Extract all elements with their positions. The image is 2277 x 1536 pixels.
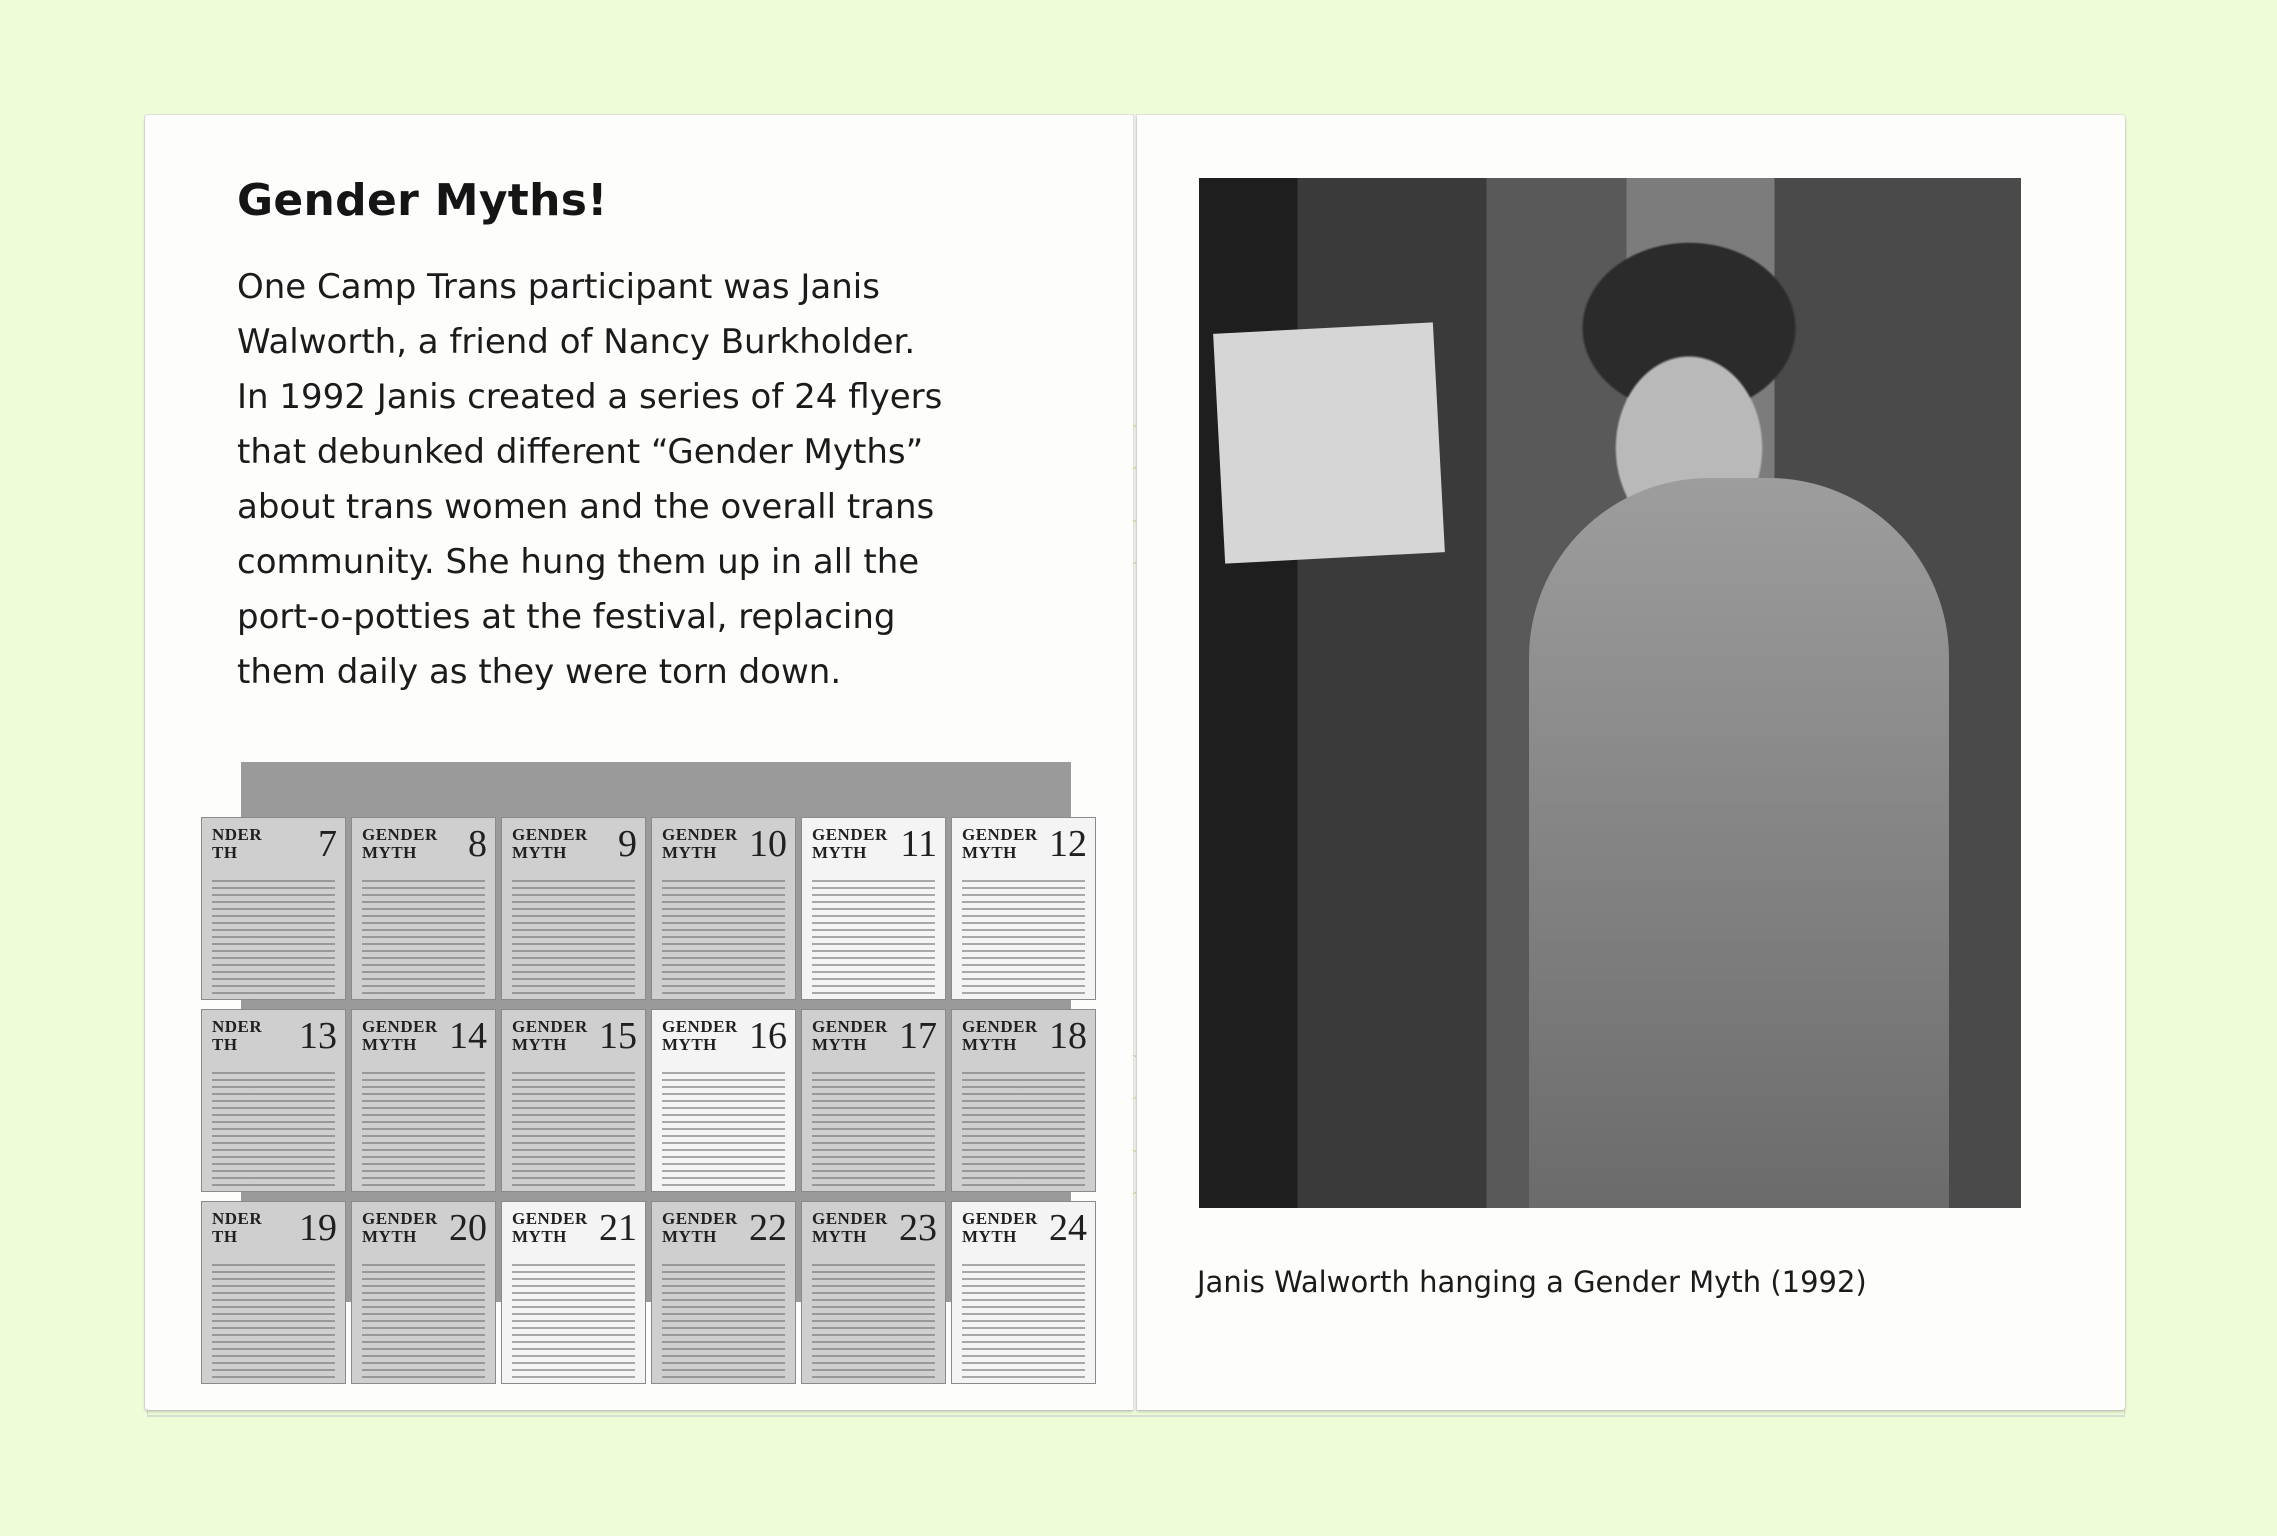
flyer-number: 19 — [299, 1207, 337, 1249]
flyer-card — [801, 1009, 946, 1192]
flyer-title: GENDER MYTH — [962, 825, 1038, 862]
body-line: them daily as they were torn down. — [237, 652, 842, 692]
flyer-card — [801, 1201, 946, 1384]
right-page — [1137, 115, 2125, 1410]
flyer-title: GENDER MYTH — [362, 825, 438, 862]
flyer-card — [951, 1009, 1096, 1192]
flyer-fine-print — [212, 880, 335, 998]
flyer-card — [651, 1201, 796, 1384]
page-heading: Gender Myths! — [237, 175, 608, 226]
flyer-fine-print — [362, 1264, 485, 1382]
flyer-fine-print — [662, 1072, 785, 1190]
flyer-title: GENDER MYTH — [662, 1209, 738, 1246]
flyer-card — [351, 1009, 496, 1192]
flyer-card — [651, 1009, 796, 1192]
flyer-number: 13 — [299, 1015, 337, 1057]
flyer-number: 23 — [899, 1207, 937, 1249]
flyer-number: 7 — [318, 823, 337, 865]
flyer-title: GENDER MYTH — [812, 1017, 888, 1054]
flyer-fine-print — [212, 1072, 335, 1190]
flyer-title: GENDER MYTH — [962, 1209, 1038, 1246]
flyer-card — [801, 817, 946, 1000]
flyer-fine-print — [512, 1264, 635, 1382]
flyer-title: GENDER MYTH — [812, 1209, 888, 1246]
flyer-card — [351, 1201, 496, 1384]
flyer-fine-print — [962, 880, 1085, 998]
flyer-number: 24 — [1049, 1207, 1087, 1249]
flyer-card — [201, 817, 346, 1000]
flyer-number: 21 — [599, 1207, 637, 1249]
flyer-title: GENDER MYTH — [662, 825, 738, 862]
flyer-card — [501, 1009, 646, 1192]
flyer-number: 11 — [900, 823, 937, 865]
flyer-number: 9 — [618, 823, 637, 865]
flyer-number: 20 — [449, 1207, 487, 1249]
flyer-card — [501, 1201, 646, 1384]
photo-caption: Janis Walworth hanging a Gender Myth (1992) — [1197, 1265, 1867, 1299]
body-line: One Camp Trans participant was Janis — [237, 267, 880, 307]
flyer-card — [501, 817, 646, 1000]
flyer-fine-print — [512, 880, 635, 998]
flyer-number: 16 — [749, 1015, 787, 1057]
flyer-fine-print — [962, 1072, 1085, 1190]
flyer-number: 14 — [449, 1015, 487, 1057]
flyer-fine-print — [812, 1264, 935, 1382]
janis-walworth-photo — [1199, 178, 2021, 1208]
left-page — [145, 115, 1133, 1410]
flyer-fine-print — [812, 880, 935, 998]
flyer-title: GENDER MYTH — [362, 1017, 438, 1054]
flyer-number: 8 — [468, 823, 487, 865]
body-line: about trans women and the overall trans — [237, 487, 935, 527]
flyer-number: 10 — [749, 823, 787, 865]
flyer-number: 22 — [749, 1207, 787, 1249]
flyer-fine-print — [662, 880, 785, 998]
flyer-fine-print — [212, 1264, 335, 1382]
flyer-number: 15 — [599, 1015, 637, 1057]
gender-myth-flyers-photo — [212, 762, 1087, 1302]
body-line: port-o-potties at the festival, replacing — [237, 597, 896, 637]
flyer-title: GENDER MYTH — [662, 1017, 738, 1054]
flyer-title: NDER TH — [212, 825, 263, 862]
posted-flyer — [1213, 322, 1445, 563]
flyer-title: GENDER MYTH — [362, 1209, 438, 1246]
flyer-card — [351, 817, 496, 1000]
flyer-fine-print — [362, 880, 485, 998]
flyer-fine-print — [362, 1072, 485, 1190]
flyer-card — [951, 817, 1096, 1000]
flyer-card — [651, 817, 796, 1000]
flyer-number: 17 — [899, 1015, 937, 1057]
person-figure — [1529, 478, 1949, 1208]
flyer-fine-print — [512, 1072, 635, 1190]
flyer-title: GENDER MYTH — [962, 1017, 1038, 1054]
flyer-title: NDER TH — [212, 1209, 263, 1246]
flyer-number: 12 — [1049, 823, 1087, 865]
body-line: that debunked different “Gender Myths” — [237, 432, 924, 472]
body-paragraph — [237, 260, 1067, 700]
flyer-fine-print — [812, 1072, 935, 1190]
flyer-fine-print — [662, 1264, 785, 1382]
flyer-fine-print — [962, 1264, 1085, 1382]
flyer-number: 18 — [1049, 1015, 1087, 1057]
flyer-title: GENDER MYTH — [512, 825, 588, 862]
flyer-title: NDER TH — [212, 1017, 263, 1054]
body-line: In 1992 Janis created a series of 24 flyers — [237, 377, 943, 417]
flyer-title: GENDER MYTH — [512, 1017, 588, 1054]
flyer-title: GENDER MYTH — [512, 1209, 588, 1246]
flyer-card — [951, 1201, 1096, 1384]
flyer-card — [201, 1009, 346, 1192]
flyer-title: GENDER MYTH — [812, 825, 888, 862]
flyer-card — [201, 1201, 346, 1384]
body-line: Walworth, a friend of Nancy Burkholder. — [237, 322, 916, 362]
open-zine-booklet — [145, 115, 2125, 1410]
body-line: community. She hung them up in all the — [237, 542, 920, 582]
